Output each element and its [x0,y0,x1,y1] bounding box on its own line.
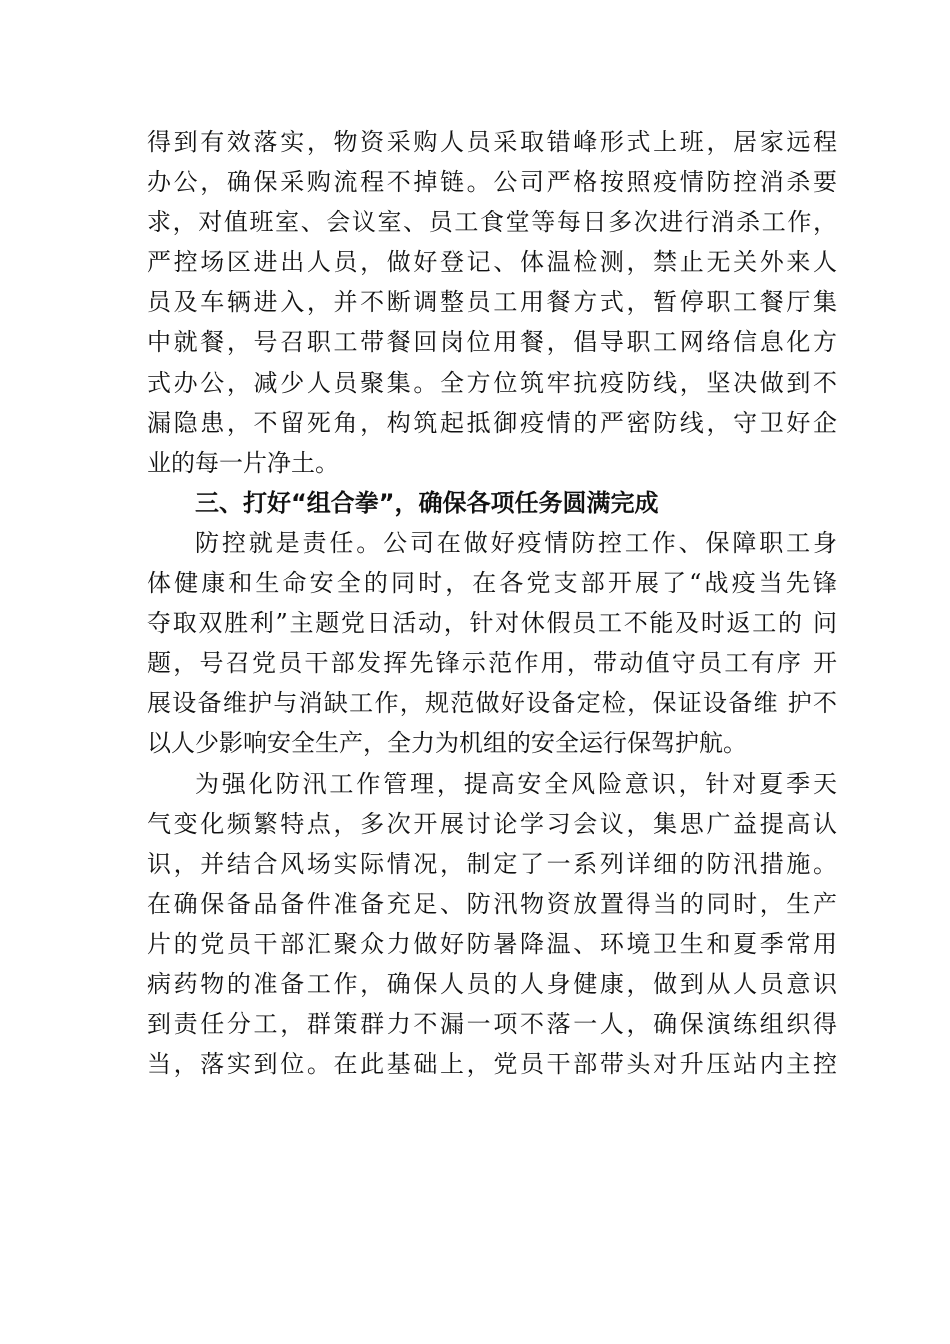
text-line: 防控就是责任。公司在做好疫情防控工作、保障职工身 [195,528,837,557]
text-line: 在确保备品备件准备充足、防汛物资放置得当的同时，生产 [147,889,837,918]
text-line: 业的每一片净土。 [147,448,339,477]
text-line: 片的党员干部汇聚众力做好防暑降温、环境卫生和夏季常用 [147,929,837,958]
text-line: 得到有效落实，物资采购人员采取错峰形式上班，居家远程 [147,128,837,156]
text-line: 严控场区进出人员，做好登记、体温检测，禁止无关外来人 [147,248,837,277]
text-line: 当，落实到位。在此基础上，党员干部带头对升压站内主控 [147,1050,837,1079]
text-line: 展设备维护与消缺工作，规范做好设备定检，保证设备维 护不 [147,689,837,718]
text-line: 求，对值班室、会议室、员工食堂等每日多次进行消杀工作， [147,208,837,237]
text-line: 病药物的准备工作，确保人员的人身健康，做到从人员意识 [147,969,837,998]
text-line: 以人少影响安全生产，全力为机组的安全运行保驾护航。 [147,729,747,758]
text-line: 夺取双胜利”主题党日活动，针对休假员工不能及时返工的 问 [147,609,837,638]
text-line: 为强化防汛工作管理，提高安全风险意识，针对夏季天 [195,769,837,798]
text-line: 员及车辆进入，并不断调整员工用餐方式，暂停职工餐厅集 [147,288,837,317]
text-line: 漏隐患，不留死角，构筑起抵御疫情的严密防线，守卫好企 [147,408,837,437]
text-line: 到责任分工，群策群力不漏一项不落一人，确保演练组织得 [147,1010,837,1039]
text-line: 中就餐，号召职工带餐回岗位用餐，倡导职工网络信息化方 [147,328,837,357]
text-line: 办公，确保采购流程不掉链。公司严格按照疫情防控消杀要 [147,168,837,197]
document-body [147,122,837,1084]
text-line: 题，号召党员干部发挥先锋示范作用，带动值守员工有序 开 [147,649,837,678]
text-line: 识，并结合风场实际情况，制定了一系列详细的防汛措施。 [147,849,837,878]
text-line: 体健康和生命安全的同时，在各党支部开展了“战疫当先锋 [147,569,837,598]
text-line: 式办公，减少人员聚集。全方位筑牢抗疫防线，坚决做到不 [147,368,837,397]
section-heading: 三、打好“组合拳”，确保各项任务圆满完成 [195,488,659,517]
text-line: 气变化频繁特点，多次开展讨论学习会议，集思广益提高认 [147,809,837,838]
